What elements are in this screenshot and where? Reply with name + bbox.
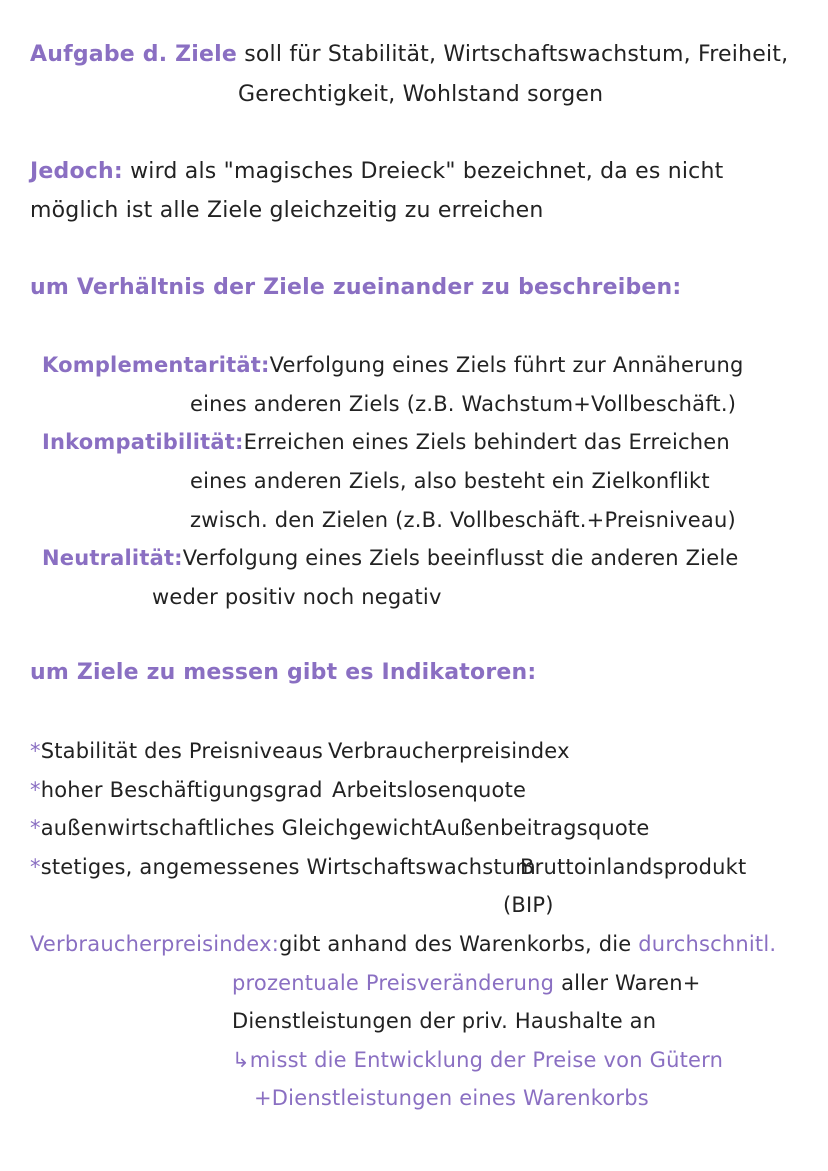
heading-relation: um Verhältnis der Ziele zueinander zu beschreiben: (30, 275, 682, 300)
indicator-value: Verbraucherpreisindex (328, 739, 570, 763)
vpi-highlight-1: durchschnitl. (638, 932, 777, 956)
intro-line-1 (30, 40, 788, 70)
intro-text-1: soll für Stabilität, Wirtschaftswachstum, Freiheit, (237, 42, 789, 67)
indicator-value: Außenbeitragsquote (432, 816, 650, 840)
neutralitaet-text-1: Verfolgung eines Ziels beeinflusst die anderen Ziele (182, 546, 739, 570)
inkompatibilitaet-line-2: eines anderen Ziels, also besteht ein Zielkonflikt (190, 469, 710, 493)
jedoch-line-2: möglich ist alle Ziele gleichzeitig zu erreichen (30, 198, 544, 223)
indicator-value: Bruttoinlandsprodukt (520, 855, 747, 879)
vpi-text-1: gibt anhand des Warenkorbs, die (278, 932, 639, 956)
vpi-text-2: aller Waren+ (554, 971, 701, 995)
neutralitaet-line-1 (42, 543, 739, 573)
bullet-asterisk-icon: * (30, 739, 41, 763)
indicator-goal: stetiges, angemessenes Wirtschaftswachstum (40, 855, 536, 879)
komplementaritaet-term: Komplementarität: (42, 353, 270, 377)
vpi-line-1 (30, 929, 776, 959)
intro-line-2: Gerechtigkeit, Wohlstand sorgen (238, 82, 604, 107)
komplementaritaet-line-1 (42, 350, 744, 380)
vpi-line-2 (232, 968, 701, 998)
komplementaritaet-line-2: eines anderen Ziels (z.B. Wachstum+Vollbeschäft.) (190, 392, 737, 416)
vpi-note-2: +Dienstleistungen eines Warenkorbs (254, 1086, 649, 1110)
komplementaritaet-text-1: Verfolgung eines Ziels führt zur Annäherung (269, 353, 744, 377)
vpi-line-3: Dienstleistungen der priv. Haushalte an (232, 1009, 657, 1033)
indicator-row (30, 736, 323, 766)
bip-label: (BIP) (503, 893, 554, 917)
intro-label: Aufgabe d. Ziele (30, 42, 238, 67)
indicator-row (30, 813, 432, 843)
indicator-goal: außenwirtschaftliches Gleichgewicht (40, 816, 433, 840)
neutralitaet-term: Neutralität: (42, 546, 183, 570)
vpi-highlight-2: prozentuale Preisveränderung (232, 971, 555, 995)
inkompatibilitaet-line-1 (42, 427, 730, 457)
jedoch-label: Jedoch: (30, 159, 123, 184)
bullet-asterisk-icon: * (30, 816, 41, 840)
indicator-goal: hoher Beschäftigungsgrad (40, 778, 323, 802)
indicator-value: Arbeitslosenquote (332, 778, 527, 802)
indicator-row (30, 852, 536, 882)
jedoch-text-1: wird als "magisches Dreieck" bezeichnet, da es nicht (122, 159, 724, 184)
vpi-term: Verbraucherpreisindex: (30, 932, 279, 956)
vpi-note-1: ↳misst die Entwicklung der Preise von Gütern (232, 1048, 724, 1072)
indicator-goal: Stabilität des Preisniveaus (40, 739, 324, 763)
heading-indicators: um Ziele zu messen gibt es Indikatoren: (30, 660, 537, 685)
jedoch-line-1 (30, 157, 723, 187)
inkompatibilitaet-text-1: Erreichen eines Ziels behindert das Erreichen (243, 430, 730, 454)
bullet-asterisk-icon: * (30, 855, 41, 879)
neutralitaet-line-2: weder positiv noch negativ (152, 585, 442, 609)
bullet-asterisk-icon: * (30, 778, 41, 802)
inkompatibilitaet-term: Inkompatibilität: (42, 430, 244, 454)
inkompatibilitaet-line-3: zwisch. den Zielen (z.B. Vollbeschäft.+Preisniveau) (190, 508, 736, 532)
indicator-row (30, 775, 323, 805)
